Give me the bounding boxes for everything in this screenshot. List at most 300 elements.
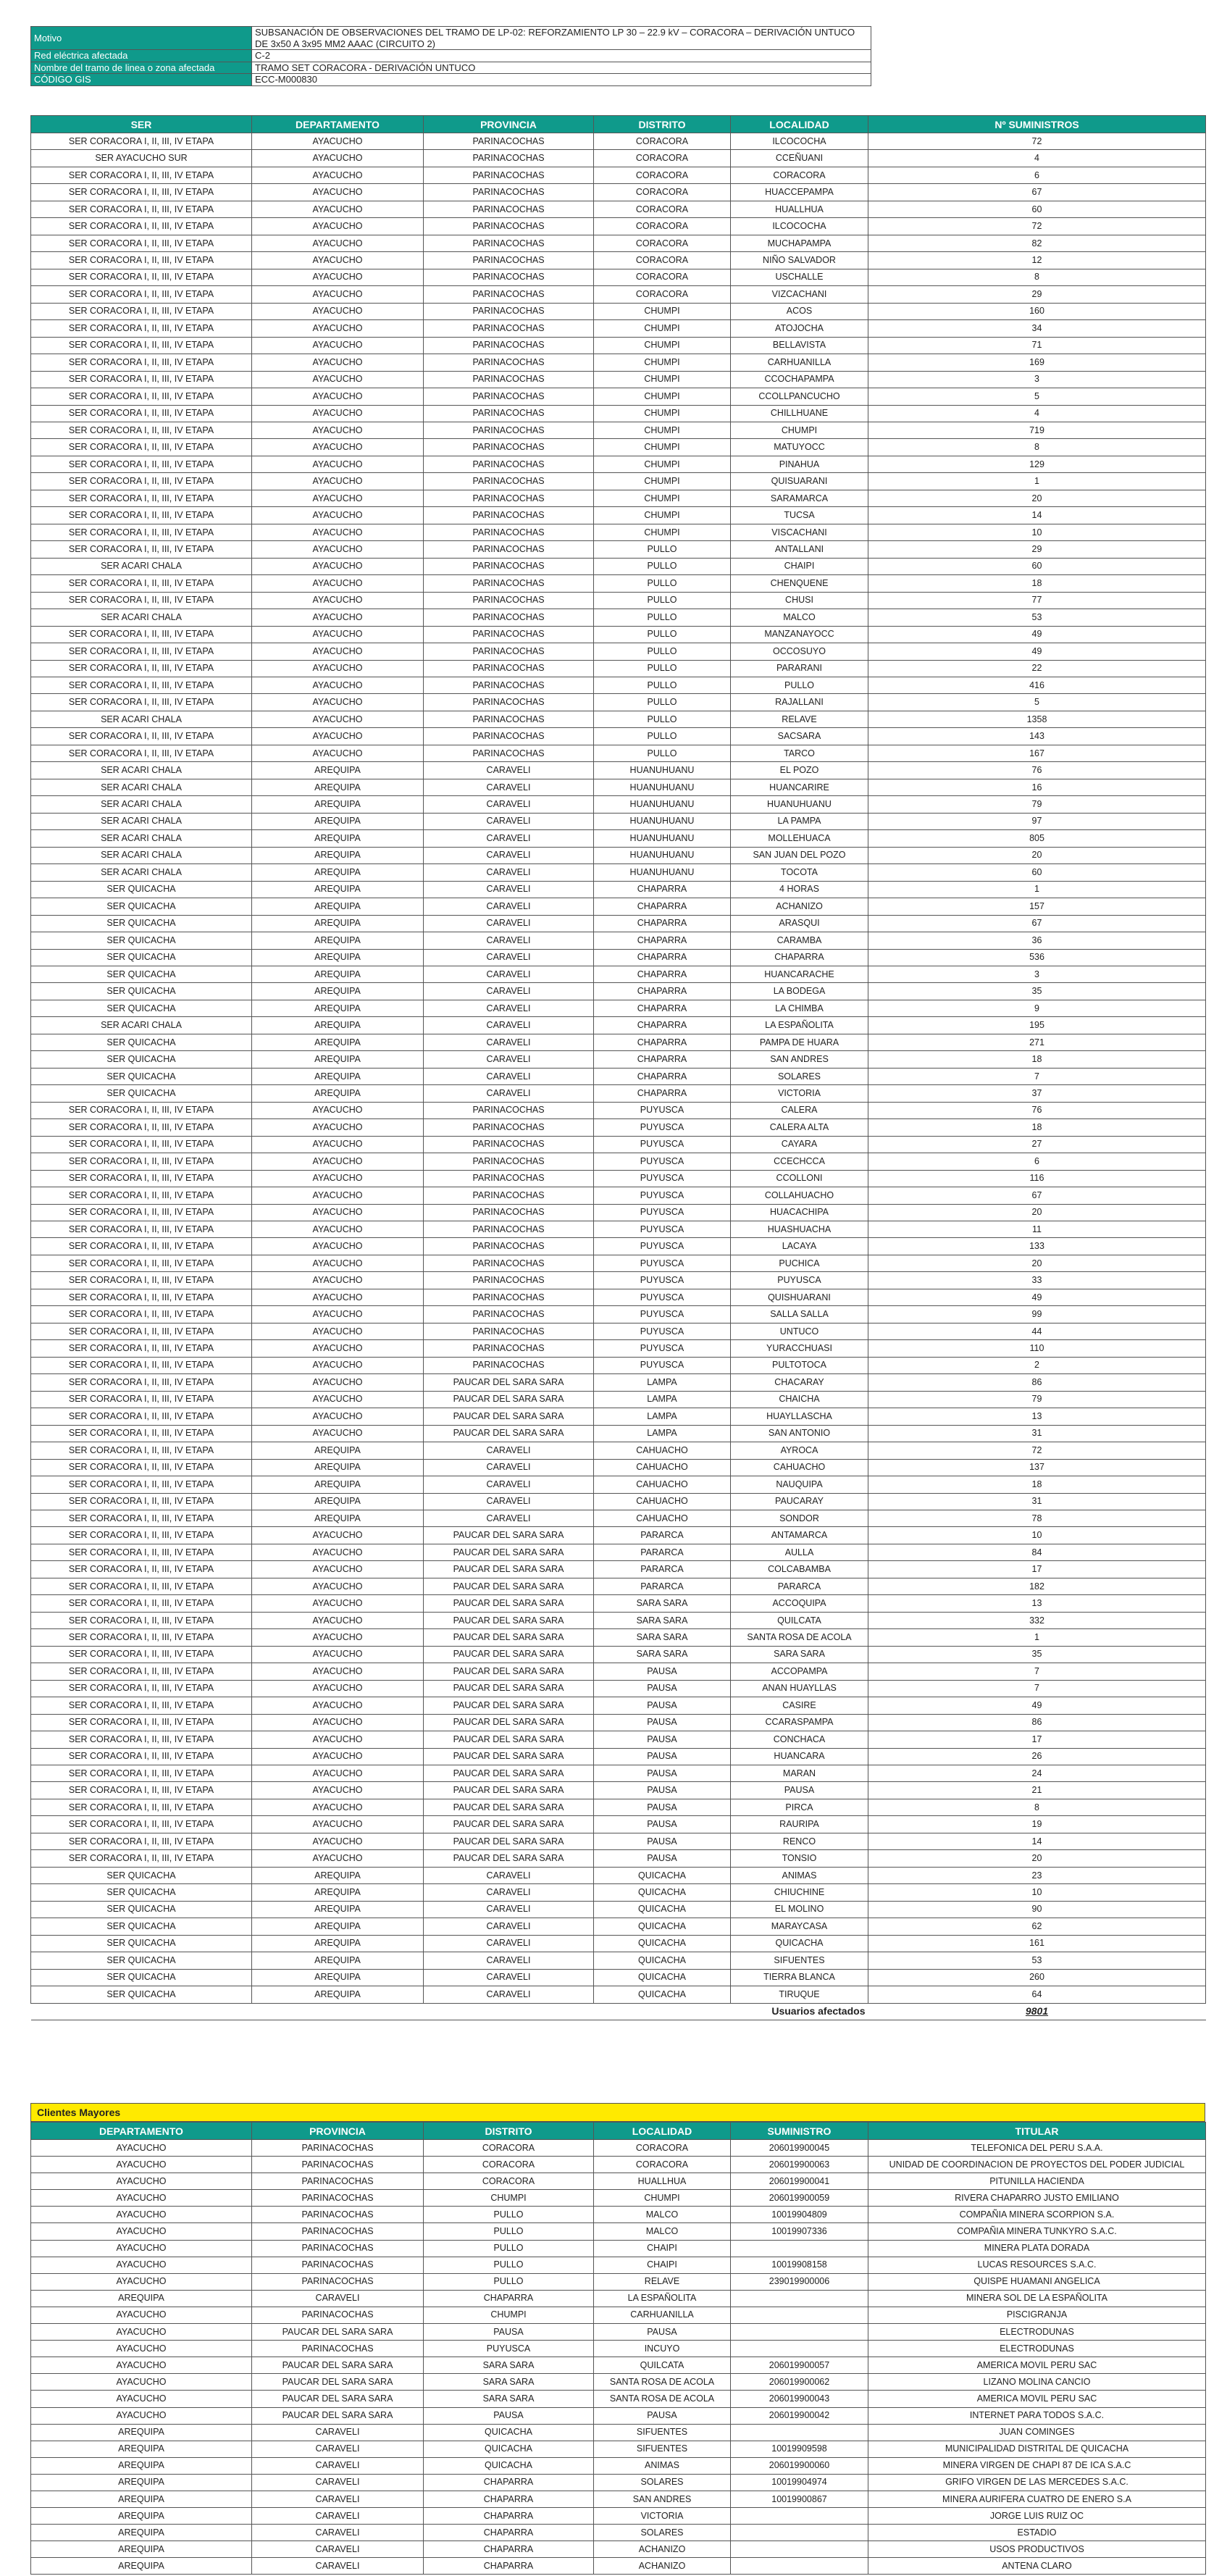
table-cell: PAUSA [594,1850,731,1867]
table-cell: ILCOCOCHA [731,133,868,150]
table-cell: CORACORA [594,2157,731,2173]
table-cell: AYACUCHO [252,473,424,490]
table-cell: PARINACOCHAS [424,592,594,609]
table-cell: GRIFO VIRGEN DE LAS MERCEDES S.A.C. [868,2474,1206,2491]
table-row [31,252,1206,269]
table-cell: 99 [868,1306,1206,1323]
table-cell: SARA SARA [594,1595,731,1612]
table-cell: AYACUCHO [252,1527,424,1544]
table-cell: AYACUCHO [252,1697,424,1714]
table-cell: 24 [868,1765,1206,1782]
table-cell: HUANUHUANU [594,796,731,813]
table-row [31,1714,1206,1731]
table-cell: PARINACOCHAS [424,405,594,422]
table-row [31,507,1206,524]
table-cell: 160 [868,303,1206,319]
table-cell: PULLO [424,2223,594,2240]
table-cell: SER CORACORA I, II, III, IV ETAPA [31,660,252,677]
table-cell: AREQUIPA [252,830,424,847]
table-cell: CARAVELI [424,1017,594,1034]
table-cell: AYACUCHO [252,490,424,506]
table-cell: 10019909598 [731,2441,868,2457]
table-cell: CARAVELI [424,881,594,898]
table-cell: PUYUSCA [594,1255,731,1271]
table-cell: LA PAMPA [731,813,868,829]
table-cell: AREQUIPA [252,1000,424,1016]
table-cell: 206019900042 [731,2407,868,2424]
table-cell: PARINACOCHAS [424,456,594,472]
table-cell: PAUSA [594,1816,731,1833]
table-cell: PARINACOCHAS [424,1153,594,1170]
table-cell: CCECHCCA [731,1153,868,1170]
table-cell: PARINACOCHAS [252,2140,424,2157]
table-cell: 76 [868,762,1206,779]
table-cell: MINERA AURIFERA CUATRO DE ENERO S.A [868,2491,1206,2507]
table-cell: SER CORACORA I, II, III, IV ETAPA [31,1697,252,1714]
table-cell: PARINACOCHAS [424,1187,594,1204]
table-cell: 206019900063 [731,2157,868,2173]
table-cell: CHUMPI [594,456,731,472]
info-table [30,26,871,86]
table-cell: AYACUCHO [31,2307,252,2323]
table-cell: LUCAS RESOURCES S.A.C. [868,2257,1206,2273]
table-cell: 23 [868,1867,1206,1883]
table-cell: SER CORACORA I, II, III, IV ETAPA [31,184,252,201]
table-cell: 27 [868,1136,1206,1153]
table-cell: SER QUICACHA [31,966,252,982]
table-cell: CAHUACHO [594,1493,731,1510]
table-cell: QUICACHA [594,1867,731,1883]
table-cell: SER CORACORA I, II, III, IV ETAPA [31,405,252,422]
table-cell: SER CORACORA I, II, III, IV ETAPA [31,1714,252,1731]
table-cell: ANIMAS [594,2457,731,2474]
table-cell: 71 [868,337,1206,354]
table-cell: 18 [868,1051,1206,1068]
table-cell: SER QUICACHA [31,1884,252,1901]
table-row [31,1085,1206,1102]
table-cell: CARAVELI [424,932,594,949]
table-cell: PITUNILLA HACIENDA [868,2173,1206,2190]
table-cell: AREQUIPA [252,1442,424,1459]
table-cell: HUALLHUA [594,2173,731,2190]
table-row [31,1357,1206,1373]
table-cell: LAMPA [594,1425,731,1442]
table-cell: ACOS [731,303,868,319]
table-cell: SER CORACORA I, II, III, IV ETAPA [31,1425,252,1442]
table-cell: 6 [868,167,1206,183]
table-row [31,303,1206,319]
table-cell: TIERRA BLANCA [731,1969,868,1986]
table-cell: SER CORACORA I, II, III, IV ETAPA [31,1391,252,1408]
table-cell: AYACUCHO [252,1238,424,1255]
table-cell: 12 [868,252,1206,269]
table-cell: PARINACOCHAS [424,354,594,371]
table-cell: AYACUCHO [252,167,424,183]
table-cell: CHACARAY [731,1374,868,1391]
table-cell: SIFUENTES [731,1952,868,1969]
table-cell: HUANUHUANU [594,779,731,795]
table-cell: CHAPARRA [731,949,868,966]
table-cell: NAUQUIPA [731,1476,868,1493]
table-cell: CARAVELI [424,830,594,847]
table-cell: 31 [868,1493,1206,1510]
table-cell: SER ACARI CHALA [31,1017,252,1034]
table-cell: CARAVELI [424,1442,594,1459]
table-cell [731,2290,868,2307]
table-cell: SER CORACORA I, II, III, IV ETAPA [31,439,252,456]
table-cell: PAUCAR DEL SARA SARA [424,1425,594,1442]
table-row [31,983,1206,1000]
table-row [31,1272,1206,1289]
table-cell: PULLO [594,660,731,677]
table-cell: CARAMBA [731,932,868,949]
table-cell: SER CORACORA I, II, III, IV ETAPA [31,1612,252,1628]
table-cell: PARINACOCHAS [424,167,594,183]
table-cell: PARINACOCHAS [424,643,594,660]
table-row [31,167,1206,183]
table-cell: AMERICA MOVIL PERU SAC [868,2391,1206,2407]
table-row [31,1884,1206,1901]
table-cell: AREQUIPA [252,983,424,1000]
table-cell: AYACUCHO [252,1578,424,1594]
table-cell: SANTA ROSA DE ACOLA [594,2391,731,2407]
table-cell: 79 [868,1391,1206,1408]
table-cell: CHAPARRA [594,949,731,966]
table-row [31,2223,1206,2240]
table-cell: 206019900062 [731,2374,868,2391]
table-cell: PULTOTOCA [731,1357,868,1373]
table-cell: AYACUCHO [31,2257,252,2273]
table-cell: SER CORACORA I, II, III, IV ETAPA [31,1255,252,1271]
table-cell: PAUCAR DEL SARA SARA [252,2391,424,2407]
table-cell: AREQUIPA [252,1493,424,1510]
table-row [31,439,1206,456]
table-cell: AYACUCHO [252,456,424,472]
table-cell: 60 [868,558,1206,574]
table-cell: PARINACOCHAS [424,1357,594,1373]
table-cell: PAUCAR DEL SARA SARA [424,1595,594,1612]
table-cell: SER QUICACHA [31,1952,252,1969]
table-cell: 14 [868,507,1206,524]
table-cell: 77 [868,592,1206,609]
table-cell: AULLA [731,1544,868,1560]
table-cell: PINAHUA [731,456,868,472]
table-cell: CONCHACA [731,1731,868,1748]
table-cell: PUYUSCA [594,1357,731,1373]
table-cell: PARINACOCHAS [252,2240,424,2257]
table-cell: AREQUIPA [252,1952,424,1969]
table-cell: PARINACOCHAS [424,371,594,388]
table-cell: 206019900043 [731,2391,868,2407]
table-cell: SER CORACORA I, II, III, IV ETAPA [31,1629,252,1646]
table-cell: AREQUIPA [31,2457,252,2474]
table-cell: AYACUCHO [252,1799,424,1815]
table-cell: 76 [868,1102,1206,1118]
table-cell: 11 [868,1221,1206,1238]
table-cell: PULLO [594,541,731,558]
table-row [31,1153,1206,1170]
table-cell: HUANUHUANU [594,830,731,847]
table-cell: 35 [868,1646,1206,1663]
info-value: C-2 [252,50,871,62]
table-cell: PARARANI [731,660,868,677]
table-row [31,2173,1206,2190]
table-cell: CARAVELI [424,864,594,881]
table-cell: AYACUCHO [252,626,424,643]
table-cell: PAUCAR DEL SARA SARA [424,1374,594,1391]
table-cell: AYACUCHO [252,269,424,285]
table-cell: CHUMPI [594,405,731,422]
table-cell: LAMPA [594,1374,731,1391]
table-cell: PAMPA DE HUARA [731,1034,868,1050]
table-cell: AREQUIPA [252,796,424,813]
table-cell: PULLO [594,728,731,745]
table-cell: CHAPARRA [594,966,731,982]
table-row [31,1799,1206,1815]
table-cell: SER ACARI CHALA [31,864,252,881]
table-row [31,1374,1206,1391]
table-row [31,1510,1206,1526]
table-cell: VISCACHANI [731,524,868,540]
table-cell: AYACUCHO [252,745,424,761]
table-cell: AYACUCHO [252,405,424,422]
table-cell: AYACUCHO [252,1340,424,1357]
table-cell: RELAVE [594,2273,731,2290]
table-row [31,2391,1206,2407]
table-cell: 29 [868,541,1206,558]
table-cell: AYACUCHO [31,2240,252,2257]
table-cell: 129 [868,456,1206,472]
table-cell: CARAVELI [424,966,594,982]
table-cell: PARINACOCHAS [424,609,594,626]
clientes-header-row [31,2123,1206,2140]
table-cell: CHAPARRA [424,2474,594,2491]
table-cell: AREQUIPA [252,1068,424,1084]
table-cell: AREQUIPA [252,1017,424,1034]
info-value: ECC-M000830 [252,74,871,86]
table-cell: SER CORACORA I, II, III, IV ETAPA [31,1136,252,1153]
table-cell: SER CORACORA I, II, III, IV ETAPA [31,1102,252,1118]
table-row [31,490,1206,506]
table-row [31,422,1206,438]
table-cell: 260 [868,1969,1206,1986]
table-row [31,898,1206,915]
table-cell: CHAPARRA [594,898,731,915]
table-cell: AREQUIPA [252,762,424,779]
table-cell: QUICACHA [594,1935,731,1952]
table-row [31,1578,1206,1594]
table-cell [731,2541,868,2558]
table-cell: 67 [868,1187,1206,1204]
table-cell: 18 [868,1476,1206,1493]
table-cell: CARAVELI [424,1000,594,1016]
table-row [31,1697,1206,1714]
table-cell: AYACUCHO [31,2273,252,2290]
table-cell: CARAVELI [252,2474,424,2491]
table-cell: 1 [868,1629,1206,1646]
table-cell: AYACUCHO [252,235,424,251]
column-header: DISTRITO [594,116,731,133]
table-cell: COMPAÑIA MINERA SCORPION S.A. [868,2207,1206,2223]
table-cell: CHUMPI [594,303,731,319]
table-row [31,2558,1206,2575]
table-cell: HUACACHIPA [731,1204,868,1221]
table-cell: HUANUHUANU [594,813,731,829]
table-cell: CHUMPI [594,490,731,506]
table-cell: AYACUCHO [252,1170,424,1187]
table-cell: PARINACOCHAS [424,1323,594,1339]
table-cell: SER CORACORA I, II, III, IV ETAPA [31,1527,252,1544]
table-cell: QUICACHA [594,1969,731,1986]
table-cell: CHAIPI [731,558,868,574]
table-cell: CORACORA [594,150,731,167]
info-label: Motivo [31,27,252,50]
table-cell: AREQUIPA [252,881,424,898]
table-cell: PARINACOCHAS [424,728,594,745]
table-cell: SER ACARI CHALA [31,762,252,779]
table-cell: PUYUSCA [594,1221,731,1238]
table-cell: 3 [868,371,1206,388]
table-cell: PAUCAR DEL SARA SARA [424,1544,594,1560]
table-cell: 90 [868,1901,1206,1918]
table-cell: CHAPARRA [594,932,731,949]
table-cell: BELLAVISTA [731,337,868,354]
table-cell: SER QUICACHA [31,1918,252,1935]
table-row [31,201,1206,217]
table-cell: TUCSA [731,507,868,524]
table-cell: SER QUICACHA [31,1068,252,1084]
table-cell: CAHUACHO [594,1510,731,1526]
table-cell: PARINACOCHAS [424,320,594,337]
table-cell: PAUSA [594,1782,731,1799]
table-cell: AREQUIPA [252,1986,424,2003]
table-cell: SER CORACORA I, II, III, IV ETAPA [31,1187,252,1204]
table-cell: AYACUCHO [252,1595,424,1612]
table-cell: SER CORACORA I, II, III, IV ETAPA [31,1561,252,1578]
table-cell: PAUCAR DEL SARA SARA [252,2407,424,2424]
table-cell: PUYUSCA [594,1340,731,1357]
table-cell: AYACUCHO [252,337,424,354]
table-cell: 20 [868,1204,1206,1221]
table-cell: 17 [868,1731,1206,1748]
table-cell: PARINACOCHAS [252,2157,424,2173]
suministros-header-row [31,116,1206,133]
table-cell: 60 [868,864,1206,881]
table-cell: PAUCAR DEL SARA SARA [424,1697,594,1714]
table-cell: EL POZO [731,762,868,779]
table-cell: SER CORACORA I, II, III, IV ETAPA [31,677,252,694]
table-cell: 20 [868,490,1206,506]
table-cell: CARAVELI [424,1068,594,1084]
table-cell: ANTALLANI [731,541,868,558]
table-row [31,643,1206,660]
table-cell: CHAPARRA [424,2558,594,2575]
column-header: SUMINISTRO [731,2123,868,2140]
table-cell: SER CORACORA I, II, III, IV ETAPA [31,456,252,472]
table-cell: CARAVELI [424,1935,594,1952]
table-cell: SER CORACORA I, II, III, IV ETAPA [31,1765,252,1782]
table-cell: CAHUACHO [594,1459,731,1476]
table-row [31,1918,1206,1935]
table-cell: CCARASPAMPA [731,1714,868,1731]
table-cell: CCEÑUANI [731,150,868,167]
table-cell: SER CORACORA I, II, III, IV ETAPA [31,1357,252,1373]
table-cell: 9 [868,1000,1206,1016]
table-cell: 8 [868,1799,1206,1815]
table-cell: CHAPARRA [594,915,731,932]
table-row [31,1680,1206,1697]
table-row [31,1187,1206,1204]
table-cell: CHAPARRA [594,1034,731,1050]
table-row [31,1850,1206,1867]
table-row [31,1629,1206,1646]
table-cell: PARINACOCHAS [424,303,594,319]
table-cell: MALCO [594,2223,731,2240]
table-cell: AYACUCHO [252,609,424,626]
table-cell: ACHANIZO [594,2558,731,2575]
table-row [31,915,1206,932]
table-cell: PAUCAR DEL SARA SARA [424,1782,594,1799]
table-cell: PAUCAR DEL SARA SARA [424,1799,594,1815]
table-row [31,1289,1206,1305]
table-cell: SOLARES [594,2474,731,2491]
table-cell: PAUCAR DEL SARA SARA [424,1646,594,1663]
table-cell: PISCIGRANJA [868,2307,1206,2323]
table-row [31,1969,1206,1986]
table-cell: 84 [868,1544,1206,1560]
table-row [31,2441,1206,2457]
table-cell: 157 [868,898,1206,915]
table-cell: SER CORACORA I, II, III, IV ETAPA [31,235,252,251]
table-cell: PULLO [594,745,731,761]
table-cell: CARAVELI [424,1459,594,1476]
table-row [31,1425,1206,1442]
column-header: PROVINCIA [424,116,594,133]
table-cell: PARINACOCHAS [424,1238,594,1255]
table-cell: SAN ANDRES [731,1051,868,1068]
table-cell: PUYUSCA [424,2341,594,2357]
table-cell: AYACUCHO [252,303,424,319]
table-cell: SER CORACORA I, II, III, IV ETAPA [31,1323,252,1339]
table-cell: CARAVELI [424,1918,594,1935]
column-header: LOCALIDAD [594,2123,731,2140]
table-cell: RENCO [731,1833,868,1849]
table-cell: SANTA ROSA DE ACOLA [731,1629,868,1646]
table-row [31,1646,1206,1663]
table-cell: SER CORACORA I, II, III, IV ETAPA [31,269,252,285]
table-row [31,473,1206,490]
table-cell: AREQUIPA [252,1459,424,1476]
table-cell: SAN ANTONIO [731,1425,868,1442]
table-cell: AYACUCHO [252,150,424,167]
table-cell: CARAVELI [252,2441,424,2457]
table-cell: 79 [868,796,1206,813]
table-cell: SER CORACORA I, II, III, IV ETAPA [31,1646,252,1663]
table-cell: 719 [868,422,1206,438]
table-cell: PARINACOCHAS [424,184,594,201]
table-cell: SER AYACUCHO SUR [31,150,252,167]
table-cell [731,2341,868,2357]
table-cell: PUYUSCA [594,1238,731,1255]
table-cell: 62 [868,1918,1206,1935]
table-cell: AYACUCHO [31,2391,252,2407]
table-cell: 18 [868,575,1206,592]
table-row [31,864,1206,881]
table-row [31,371,1206,388]
table-row [31,1238,1206,1255]
table-row [31,388,1206,405]
table-row [31,2491,1206,2507]
